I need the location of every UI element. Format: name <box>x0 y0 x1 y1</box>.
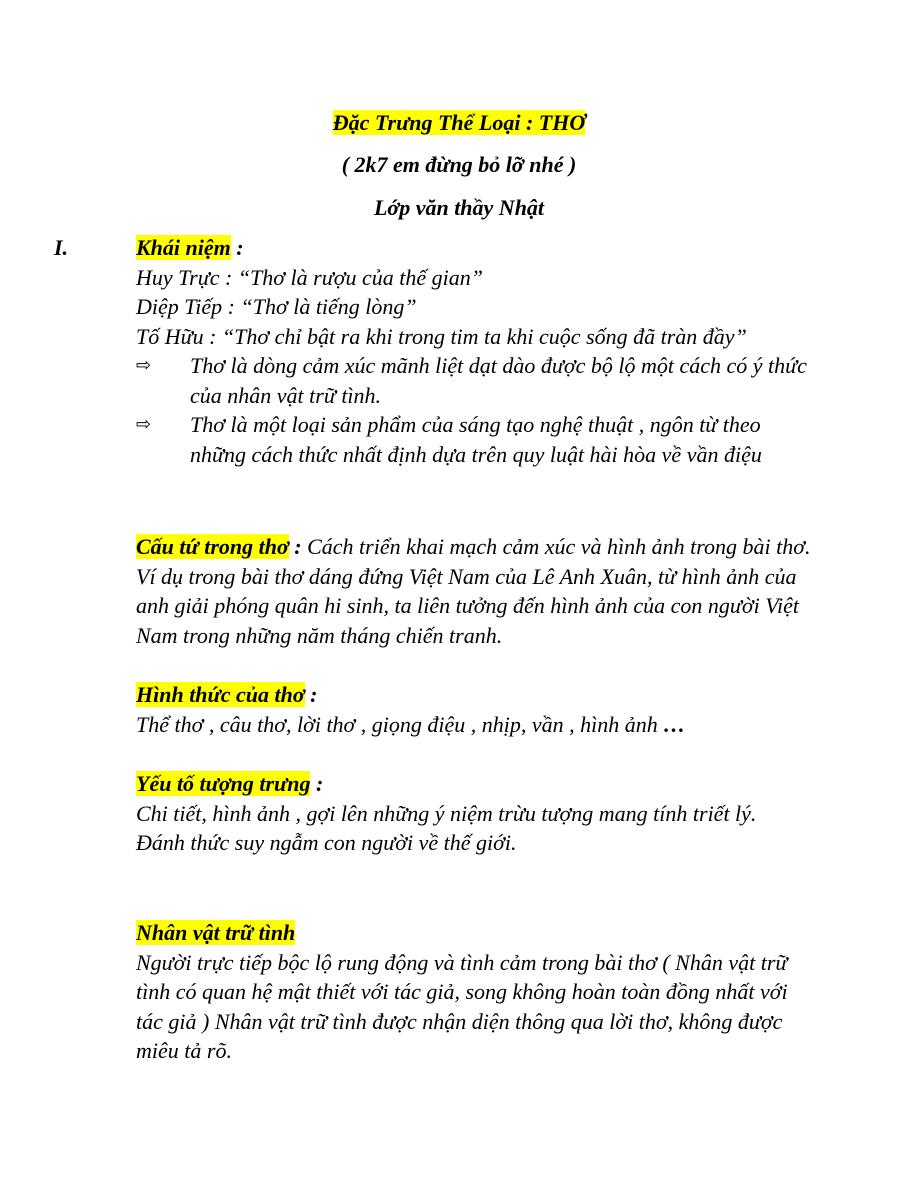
arrow-item-text: Thơ là một loại sản phẩm của sáng tạo nghệ thuật , ngôn từ theo những cách thức nhất định dựa trên quy luật hài hòa về vần điệu <box>190 412 762 467</box>
concept-heading-label: Khái niệm <box>136 235 231 260</box>
symbol-section <box>136 769 816 858</box>
arrow-item-text: Thơ là dòng cảm xúc mãnh liệt dạt dào được bộ lộ một cách có ý thức của nhân vật trữ tình. <box>190 353 807 408</box>
page-title <box>0 108 918 138</box>
lyric-heading: Nhân vật trữ tình <box>136 920 296 945</box>
quote-line: Diệp Tiếp : “Thơ là tiếng lòng” <box>136 294 417 319</box>
lyric-character-section <box>136 918 816 1066</box>
concept-section <box>136 233 816 469</box>
form-text-line <box>136 710 816 740</box>
author-line: Lớp văn thầy Nhật <box>373 195 545 220</box>
symbol-heading-line <box>136 769 816 799</box>
lyric-text: Người trực tiếp bộc lộ rung động và tình cảm trong bài thơ ( Nhân vật trữ tình có quan hệ mật thiết với tác giả, song không hoàn toàn đồng nhất với tác giả ) Nhân vật trữ tình được nhận diện thông qua lời thơ, không được miêu tả rõ. <box>136 949 788 1063</box>
page-subtitle: ( 2k7 em đừng bỏ lỡ nhé ) <box>341 152 577 177</box>
arrow-list-item <box>136 410 816 469</box>
form-text: Thể thơ , câu thơ, lời thơ , giọng điệu , nhịp, vần , hình ảnh <box>136 711 658 737</box>
title-highlight: Đặc Trưng Thể Loại : THƠ <box>332 110 586 135</box>
form-heading-line <box>136 680 816 710</box>
structure-text: Cách triển khai mạch cảm xúc và hình ảnh trong bài thơ. Ví dụ trong bài thơ dáng đứng Việt Nam của Lê Anh Xuân, từ hình ảnh của anh giải phóng quân hi sinh, ta liên tưởng đến hình ảnh của con người Việt Nam trong những năm tháng chiến tranh. <box>136 534 811 648</box>
structure-heading: Cấu tứ trong thơ <box>136 534 289 559</box>
concept-heading <box>136 233 816 263</box>
quote-line: Tố Hữu : “Thơ chỉ bật ra khi trong tim ta khi cuộc sống đã tràn đầy” <box>136 323 747 349</box>
concept-heading-suffix: : <box>230 235 244 260</box>
symbol-line: Chi tiết, hình ảnh , gợi lên những ý niệm trừu tượng mang tính triết lý. <box>136 800 757 826</box>
arrow-list-item <box>136 351 816 410</box>
form-heading-suffix: : <box>304 682 318 707</box>
structure-heading-suffix: : <box>288 534 302 559</box>
form-heading: Hình thức của thơ <box>136 682 305 707</box>
right-arrow-icon: ⇨ <box>136 355 152 376</box>
symbol-heading: Yếu tố tượng trưng <box>136 771 311 796</box>
lyric-heading-line <box>136 918 816 948</box>
quote-line: Huy Trực : “Thơ là rượu của thế gian” <box>136 264 483 290</box>
right-arrow-icon: ⇨ <box>136 414 152 435</box>
section-number: I. <box>54 235 69 260</box>
symbol-line: Đánh thức suy ngẫm con người về thế giới. <box>136 830 517 855</box>
structure-section <box>136 532 816 650</box>
form-ellipsis: … <box>657 711 686 737</box>
symbol-heading-suffix: : <box>310 771 324 796</box>
form-section <box>136 680 816 739</box>
structure-paragraph <box>136 532 816 650</box>
